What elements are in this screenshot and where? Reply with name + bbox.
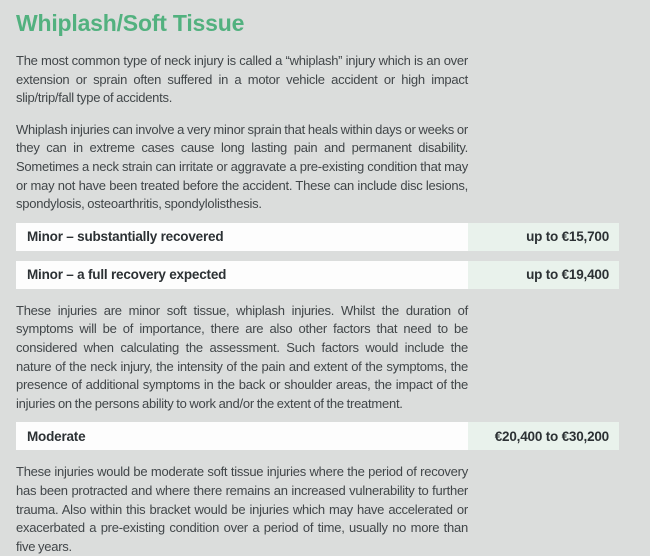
band-amount: up to €15,700 <box>468 223 619 251</box>
intro-paragraph-1: The most common type of neck injury is called a “whiplash” injury which is an over extension or sprain often suffered in a motor vehicle accident or high impact slip/trip/fall type of accidents. <box>16 53 468 106</box>
band-row-minor-full-recovery-expected <box>16 261 619 289</box>
band-amount: €20,400 to €30,200 <box>468 422 619 450</box>
band-amount: up to €19,400 <box>468 261 619 289</box>
band-row-minor-substantially-recovered <box>16 223 619 251</box>
intro-paragraph-2: Whiplash injuries can involve a very minor sprain that heals within days or weeks or they can in extreme cases cause long lasting pain and permanent disability. Sometimes a neck strain can irritate or aggravate a pre-existing condition that may or may not have been treated before the accident. These can include disc lesions, spondylosis, osteoarthritis, spondylolisthesis. <box>16 121 468 212</box>
moderate-description-paragraph: These injuries would be moderate soft tissue injuries where the period of recovery has been protracted and where there remains an increased vulnerability to further trauma. Also within this bracket would be injuries which may have accelerated or exacerbated a pre-existing condition over a period of time, usually no more than five years. <box>16 464 468 554</box>
band-row-moderate <box>16 422 619 450</box>
band-label: Minor – substantially recovered <box>16 223 468 251</box>
band-label: Minor – a full recovery expected <box>16 261 468 289</box>
page-title: Whiplash/Soft Tissue <box>16 10 245 36</box>
minor-description-paragraph: These injuries are minor soft tissue, whiplash injuries. Whilst the duration of symptoms will be of importance, there are also other factors that need to be considered when calculating the assessment. Such factors would include the nature of the neck injury, the intensity of the pain and extent of the symptoms, the presence of additional symptoms in the back or shoulder areas, the impact of the injuries on the persons ability to work and/or the extent of the treatment. <box>16 302 468 411</box>
band-label: Moderate <box>16 422 468 450</box>
